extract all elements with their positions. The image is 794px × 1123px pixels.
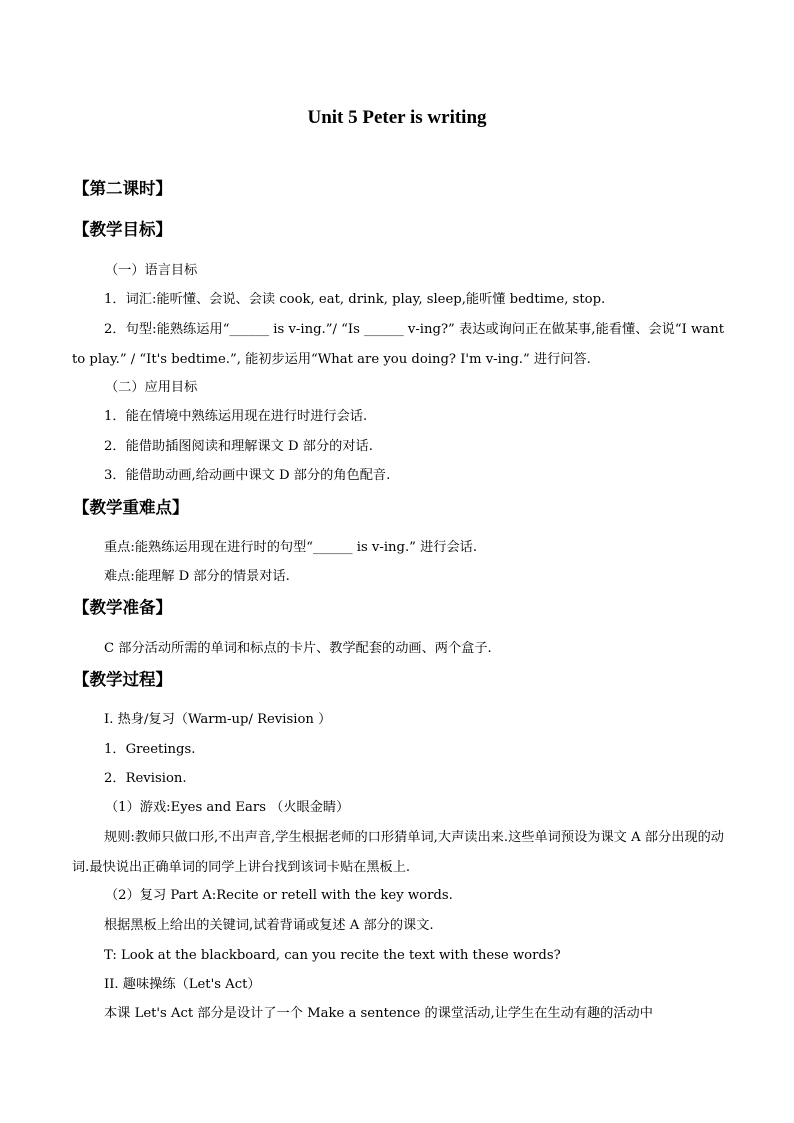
key-focus: 重点:能熟练运用现在进行时的句型“______ is v-ing.” 进行会话.: [104, 540, 478, 555]
act-text: 本课 Let's Act 部分是设计了一个 Make a sentence 的课堂活动,让学生在生动有趣的活动中: [104, 1006, 653, 1021]
revision-item: 2．Revision.: [104, 771, 187, 786]
preparation-text: C 部分活动所需的单词和标点的卡片、教学配套的动画、两个盒子.: [104, 641, 492, 656]
heading-lesson: 【第二课时】: [73, 179, 172, 198]
heading-preparation: 【教学准备】: [73, 598, 172, 617]
vocab-goal: 1．词汇:能听懂、会说、会读 cook, eat, drink, play, sleep,能听懂 bedtime, stop.: [104, 292, 606, 307]
heading-key-points: 【教学重难点】: [73, 498, 189, 517]
document-title: Unit 5 Peter is writing: [307, 107, 487, 128]
key-difficulty: 难点:能理解 D 部分的情景对话.: [104, 569, 290, 584]
review-part-a: （2）复习 Part A:Recite or retell with the key words.: [105, 888, 453, 903]
language-goal: （一）语言目标: [105, 263, 198, 278]
application-item-2: 2．能借助插图阅读和理解课文 D 部分的对话.: [104, 439, 373, 454]
application-item-1: 1．能在情境中熟练运用现在进行时进行会话.: [104, 409, 368, 424]
heading-objectives: 【教学目标】: [73, 220, 172, 239]
teacher-line: T: Look at the blackboard, can you recite the text with these words?: [104, 948, 561, 963]
application-item-3: 3．能借助动画,给动画中课文 D 部分的角色配音.: [104, 468, 391, 483]
act-title: II. 趣味操练（Let's Act）: [104, 977, 261, 992]
game-title: （1）游戏:Eyes and Ears （火眼金睛）: [105, 800, 350, 815]
application-goal: （二）应用目标: [105, 380, 198, 395]
recite-instruction: 根据黑板上给出的关键词,试着背诵或复述 A 部分的课文.: [104, 918, 434, 933]
game-rules: 规则:教师只做口形,不出声音,学生根据老师的口形猜单词,大声读出来.这些单词预设为课文 A 部分出现的动词.最快说出正确单词的同学上讲台找到该词卡贴在黑板上.: [72, 830, 724, 875]
heading-process: 【教学过程】: [73, 670, 172, 689]
sentence-goal: 2．句型:能熟练运用“______ is v-ing.”/ “Is ______ v-ing?” 表达或询问正在做某事,能看懂、会说“I want to play.” / “It's bedtime.”, 能初步运用“What are you doing? I'm v-ing.” 进行问答.: [72, 322, 724, 367]
greetings-item: 1．Greetings.: [104, 742, 196, 757]
warmup-title: I. 热身/复习（Warm-up/ Revision ）: [104, 712, 332, 727]
